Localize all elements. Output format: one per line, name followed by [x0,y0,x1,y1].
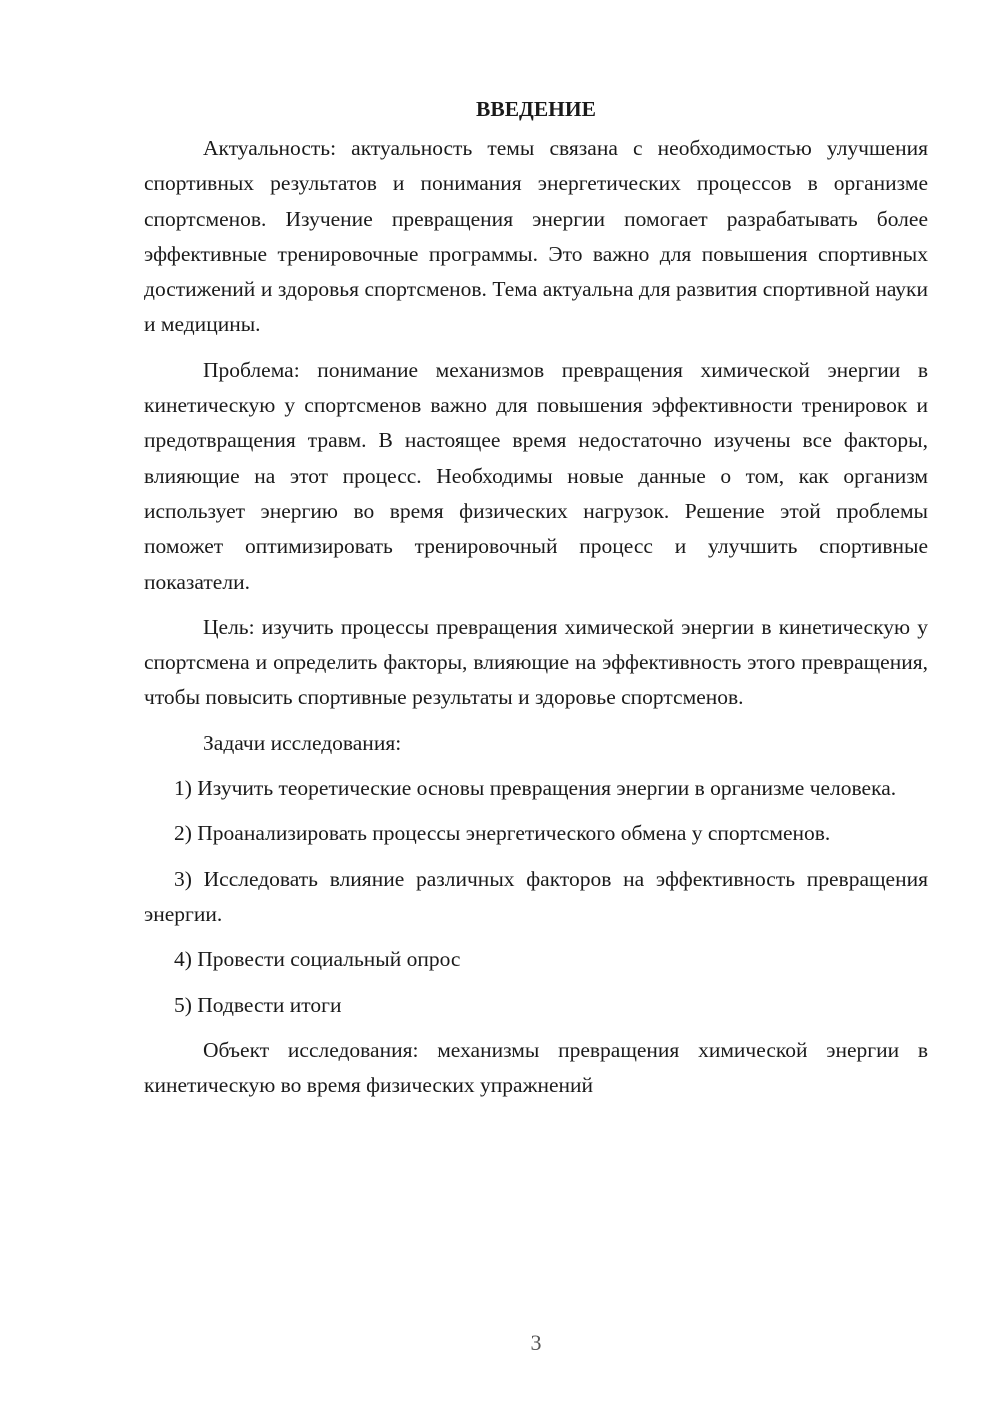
page-number: 3 [530,1330,542,1355]
section-title: ВВЕДЕНИЕ [476,97,596,121]
paragraph-goal: Цель: изучить процессы превращения химической энергии в кинетическую у спортсмена и определить факторы, влияющие на эффективность этого превращения, чтобы повысить спортивные результаты и здоровье спортсменов. [144,614,928,710]
task-item-2: 2) Проанализировать процессы энергетического обмена у спортсменов. [174,821,831,846]
task-item-4: 4) Провести социальный опрос [174,947,461,972]
task-item-5: 5) Подвести итоги [174,992,342,1017]
tasks-heading: Задачи исследования: [203,730,402,755]
document-page [144,92,928,1113]
paragraph-object: Объект исследования: механизмы превращения химической энергии в кинетическую во время физических упражнений [144,1037,928,1098]
task-item-1: 1) Изучить теоретические основы превращения энергии в организме человека. [174,776,897,801]
task-item-3: 3) Исследовать влияние различных факторов на эффективность превращения энергии. [144,866,928,926]
paragraph-relevance: Актуальность: актуальность темы связана с необходимостью улучшения спортивных результатов и понимания энергетических процессов в организме спортсменов. Изучение превращения энергии помогает разрабатывать более эффективные тренировочные программы. Это важно для повышения спортивных достижений и здоровья спортсменов. Тема актуальна для развития спортивной науки и медицины. [144,136,928,337]
paragraph-problem: Проблема: понимание механизмов превращения химической энергии в кинетическую у спортсменов важно для повышения эффективности тренировок и предотвращения травм. В настоящее время недостаточно изучены все факторы, влияющие на этот процесс. Необходимы новые данные о том, как организм использует энергию во время физических нагрузок. Решение этой проблемы поможет оптимизировать тренировочный процесс и улучшить спортивные показатели. [144,357,928,594]
